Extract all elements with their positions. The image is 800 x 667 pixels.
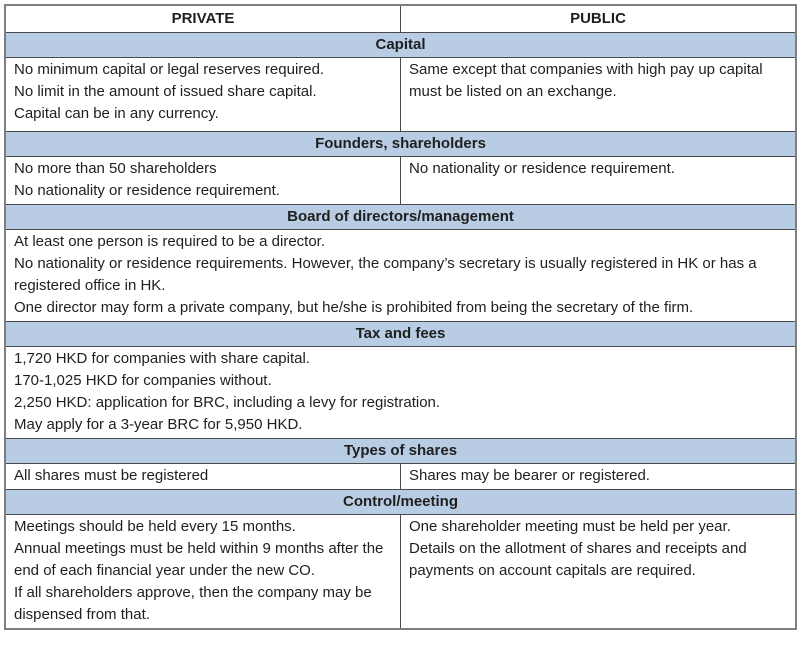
section-content-founders: [5, 157, 796, 205]
cell-line: No more than 50 shareholders: [14, 160, 217, 177]
cell-tax-merged: [5, 347, 796, 439]
column-header-private: PRIVATE: [5, 5, 401, 33]
cell-line: Annual meetings must be held within 9 months after the end of each financial year under the new CO.: [14, 540, 384, 579]
cell-line: Shares may be bearer or registered.: [409, 467, 650, 484]
cell-line: 170-1,025 HKD for companies without.: [14, 372, 272, 389]
section-title-control: Control/meeting: [5, 490, 796, 515]
section-band-tax: [5, 322, 796, 347]
column-header-public: PUBLIC: [401, 5, 797, 33]
cell-shares-private: [5, 464, 401, 490]
cell-line: No nationality or residence requirement.: [409, 160, 675, 177]
cell-line: No limit in the amount of issued share capital.: [14, 83, 317, 100]
section-band-board: [5, 205, 796, 230]
section-title-capital: Capital: [5, 33, 796, 58]
cell-control-private: [5, 515, 401, 630]
cell-line: No minimum capital or legal reserves required.: [14, 61, 325, 78]
cell-line: No nationality or residence requirement.: [14, 182, 280, 199]
cell-board-merged: [5, 230, 796, 322]
cell-capital-private: [5, 58, 401, 132]
cell-control-public: [401, 515, 797, 630]
section-band-control: [5, 490, 796, 515]
cell-line: Capital can be in any currency.: [14, 105, 219, 122]
section-title-founders: Founders, shareholders: [5, 132, 796, 157]
section-content-tax: [5, 347, 796, 439]
cell-line: Meetings should be held every 15 months.: [14, 518, 296, 535]
cell-line: Details on the allotment of shares and receipts and payments on account capitals are required.: [409, 540, 747, 579]
section-content-shares: [5, 464, 796, 490]
cell-line: May apply for a 3-year BRC for 5,950 HKD.: [14, 416, 303, 433]
section-content-capital: [5, 58, 796, 132]
cell-line: If all shareholders approve, then the company may be dispensed from that.: [14, 584, 372, 623]
cell-line: 1,720 HKD for companies with share capital.: [14, 350, 310, 367]
cell-line: No nationality or residence requirements. However, the company’s secretary is usually registered in HK or has a registered office in HK.: [14, 255, 757, 294]
cell-capital-public: [401, 58, 797, 132]
cell-shares-public: [401, 464, 797, 490]
section-title-board: Board of directors/management: [5, 205, 796, 230]
cell-line: At least one person is required to be a director.: [14, 233, 326, 250]
section-band-shares: [5, 439, 796, 464]
section-title-tax: Tax and fees: [5, 322, 796, 347]
section-band-founders: [5, 132, 796, 157]
section-title-shares: Types of shares: [5, 439, 796, 464]
section-content-control: [5, 515, 796, 630]
comparison-table: [4, 4, 797, 630]
section-band-capital: [5, 33, 796, 58]
section-content-board: [5, 230, 796, 322]
cell-line: 2,250 HKD: application for BRC, including a levy for registration.: [14, 394, 441, 411]
cell-line: Same except that companies with high pay up capital must be listed on an exchange.: [409, 61, 763, 100]
cell-line: All shares must be registered: [14, 467, 209, 484]
cell-line: One shareholder meeting must be held per year.: [409, 518, 731, 535]
cell-line: One director may form a private company, but he/she is prohibited from being the secretary of the firm.: [14, 299, 694, 316]
column-header-row: [5, 5, 796, 33]
cell-founders-public: [401, 157, 797, 205]
cell-founders-private: [5, 157, 401, 205]
